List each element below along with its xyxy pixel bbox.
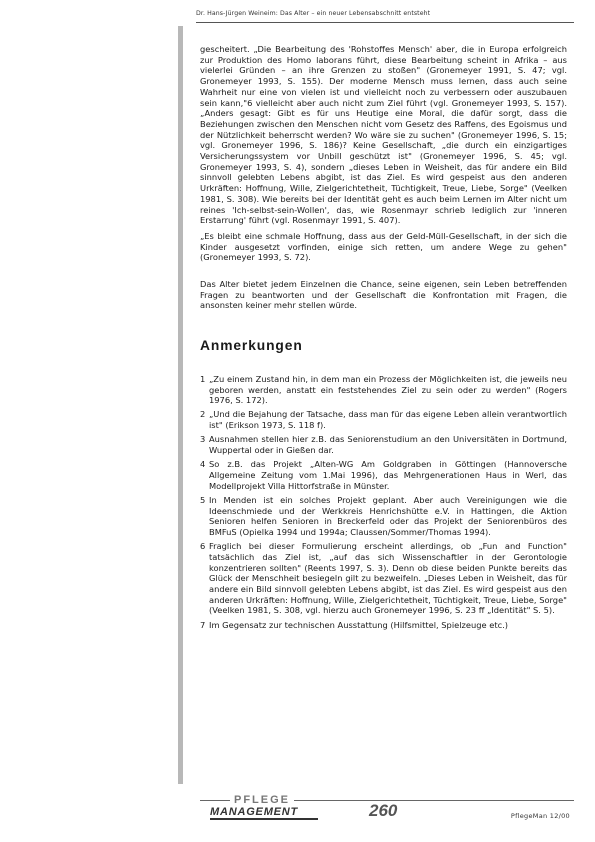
note-number: 1 [200,373,206,384]
note-item [200,374,567,406]
logo-underline [210,818,318,820]
page-footer [200,794,574,828]
note-number: 4 [200,459,206,470]
note-text: In Menden ist ein solches Projekt geplant. Aber auch Vereinigungen wie die Ideenschmiede und der Werkkreis Henrichshütte e.V. in Hattingen, die Aktion Senioren helfen Senioren in Breckerfeld oder das Projekt der Seniorenbüros des BMFuS (Opielka 1994 und 1994a; Claussen/Sommer/Thomas 1994). [209,494,567,538]
running-header: Dr. Hans-Jürgen Weineim: Das Alter – ein neuer Lebensabschnitt entsteht [196,10,574,23]
note-text: So z.B. das Projekt „Alten-WG Am Goldgraben in Göttingen (Hannoversche Allgemeine Zeitung vom 1.Mai 1996), das Mehrgenerationen Haus in Werl, das Modellprojekt Villa Hittorfstraße in Münster. [209,459,567,491]
note-number: 5 [200,494,206,505]
body-paragraph: „Es bleibt eine schmale Hoffnung, dass aus der Geld-Müll-Gesellschaft, in der sich die Kinder ausgesetzt vorfinden, einige sich retten, um andere Wege zu gehen" (Gronemeyer 1993, S. 72). [200,230,567,263]
note-number: 7 [200,619,206,630]
note-number: 2 [200,409,206,420]
note-item [200,409,567,430]
note-item [200,495,567,538]
note-text: Fraglich bei dieser Formulierung erscheint allerdings, ob „Fun and Function" tatsächlich das Ziel ist, „auf das sich Wissenschaftler in der Gerontologie konzentrieren sollten" (Reents 1997, S. 3). Denn ob diese beiden Punkte bereits das Glück der Menschheit besiegeln gilt zu bezweifeln. „Dieses Leben in Weisheit, das für andere ein Bild sinnvoll gelebten Lebens abgibt, ist das Ziel. Es wird gespeist aus den anderen Urkräften: Hoffnung, Wille, Zielgerichtetheit, Tüchtigkeit, Treue, Liebe, Sorge" (Veelken 1981, S. 308, vgl. hierzu auch Gronemeyer 1996, S. 23 ff „Identität" S. 5). [209,541,567,616]
note-text: „Zu einem Zustand hin, in dem man ein Prozess der Möglichkeiten ist, die jeweils neu geboren werden, anstatt ein feststehendes Ziel zu sein oder zu werden" (Rogers 1976, S. 172). [209,373,567,406]
logo-line-pflege: PFLEGE [230,794,294,806]
issue-label: PflegeMan 12/00 [510,812,570,820]
notes-list [200,374,567,630]
page-content [200,44,567,634]
note-item [200,541,567,616]
note-text: „Und die Bejahung der Tatsache, dass man für das eigene Leben allein verantwortlich ist" (Erikson 1973, S. 118 f). [209,409,567,431]
note-number: 3 [200,434,206,445]
notes-heading: Anmerkungen [200,338,303,354]
logo-line-management: MANAGEMENT [210,806,299,818]
journal-logo [210,794,350,822]
note-item [200,459,567,491]
note-text: Ausnahmen stellen hier z.B. das Seniorenstudium an den Universitäten in Dortmund, Wuppertal oder in Gießen dar. [209,434,567,456]
note-item [200,434,567,455]
page-number: 260 [365,802,401,820]
note-item [200,620,567,631]
note-text: Im Gegensatz zur technischen Ausstattung (Hilfsmittel, Spielzeuge etc.) [209,619,509,630]
body-paragraph: gescheitert. „Die Bearbeitung des 'Rohstoffes Mensch' aber, die in Europa erfolgreich zur Produktion des Homo laborans führt, diese Bearbeitung scheint in Afrika – aus vielerlei Gründen – an ihre Grenzen zu stoßen" (Gronemeyer 1991, S. 47; vgl. Gronemeyer 1993, S. 155). Der moderne Mensch muss lernen, dass auch seine Wahrheit nur eine von vielen ist und vielleicht noch zu verbessern oder auszubauen sein kann,"6 vielleicht aber auch nicht zum Ziel führt (vgl. Gronemeyer 1993, S. 157). „Anders gesagt: Gibt es für uns Heutige eine Moral, die dafür sorgt, dass die Beziehungen zwischen den Menschen nicht vom Gesetz des Raffens, des Egoismus und der Nützlichkeit beherrscht werden? Wo wäre sie zu suchen" (Gronemeyer 1996, S. 15; vgl. Gronemeyer 1996, S. 186)? Keine Gesellschaft, „die durch ein einzigartiges Versicherungssystem vor Unbill geschützt ist" (Gronemeyer 1996, S. 45; vgl. Gronemeyer 1993, S. 4), sondern „dieses Leben in Weisheit, das für andere ein Bild sinnvoll gelebten Lebens abgibt, ist das Ziel. Es wird gespeist aus den anderen Urkräften: Hoffnung, Wille, Zielgerichtetheit, Tüchtigkeit, Treue, Liebe, Sorge" (Veelken 1981, S. 308). Wie bereits bei der Identität geht es auch beim Lernen im Alter nicht um reines 'Ich-selbst-sein-Wollen', das, wie Rosenmayr schrieb lediglich zur 'inneren Erstarrung' führt (vgl. Rosenmayr 1991, S. 407). [200,44,567,226]
body-paragraph: Das Alter bietet jedem Einzelnen die Chance, seine eigenen, sein Leben betreffenden Fragen zu beantworten und der Gesellschaft die Konfrontation mit Fragen, die ansonsten keiner mehr stellen würde. [200,279,567,311]
note-number: 6 [200,541,206,552]
margin-bar [178,26,183,784]
